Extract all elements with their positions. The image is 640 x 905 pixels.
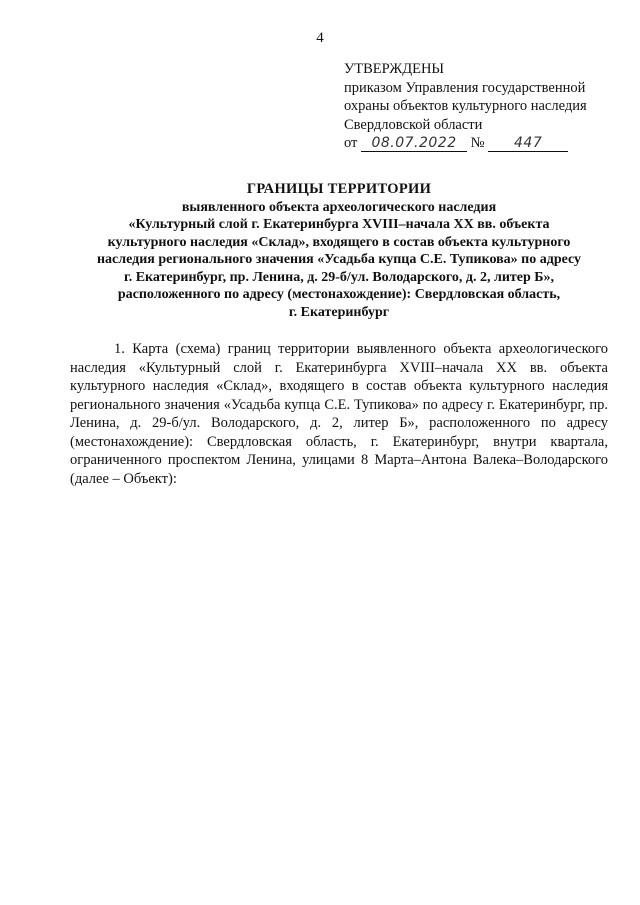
title-line: выявленного объекта археологического наследия (181, 199, 497, 215)
page-number: 4 (316, 30, 324, 46)
handwritten-number: 447 (488, 136, 568, 152)
date-prefix: от (344, 135, 358, 151)
approval-line: охраны объектов культурного наследия (344, 98, 587, 114)
approval-heading: УТВЕРЖДЕНЫ (344, 61, 445, 77)
title-line: культурного наследия «Склад», входящего в состав объекта культурного (107, 234, 571, 250)
title-line: расположенного по адресу (местонахождение): Свердловская область, (117, 287, 561, 302)
number-sign: № (470, 135, 485, 151)
title-line: г. Екатеринбург (288, 304, 390, 320)
order-date-number-row (344, 134, 614, 153)
approval-line: Свердловской области (344, 116, 483, 133)
title-line: наследия регионального значения «Усадьба купца С.Е. Тупикова» по адресу (96, 252, 582, 267)
handwritten-date: 08.07.2022 (361, 136, 467, 152)
body-paragraph: 1. Карта (схема) границ территории выявленного объекта археологического наследия «Культурный слой г. Екатеринбурга XVIII–начала XX вв. объекта культурного наследия «Склад», входящего в состав объекта культурного наследия регионального значения «Усадьба купца С.Е. Тупикова» по адресу г. Екатеринбург, пр. Ленина, д. 29-б/ул. Володарского, д. 2, литер Б», расположенного по адресу (местонахождение): Свердловская область, г. Екатеринбург, внутри квартала, ограниченного проспектом Ленина, улицами 8 Марта–Антона Валека–Володарского (далее – Объект): (70, 341, 608, 487)
title-line: «Культурный слой г. Екатеринбурга XVIII–начала XX вв. объекта (128, 217, 550, 232)
title-main: ГРАНИЦЫ ТЕРРИТОРИИ (246, 181, 432, 197)
approval-line: приказом Управления государственной (344, 79, 586, 96)
title-line: г. Екатеринбург, пр. Ленина, д. 29-б/ул. Володарского, д. 2, литер Б», (123, 269, 555, 285)
approval-stamp (344, 60, 614, 153)
document-title (70, 181, 608, 321)
